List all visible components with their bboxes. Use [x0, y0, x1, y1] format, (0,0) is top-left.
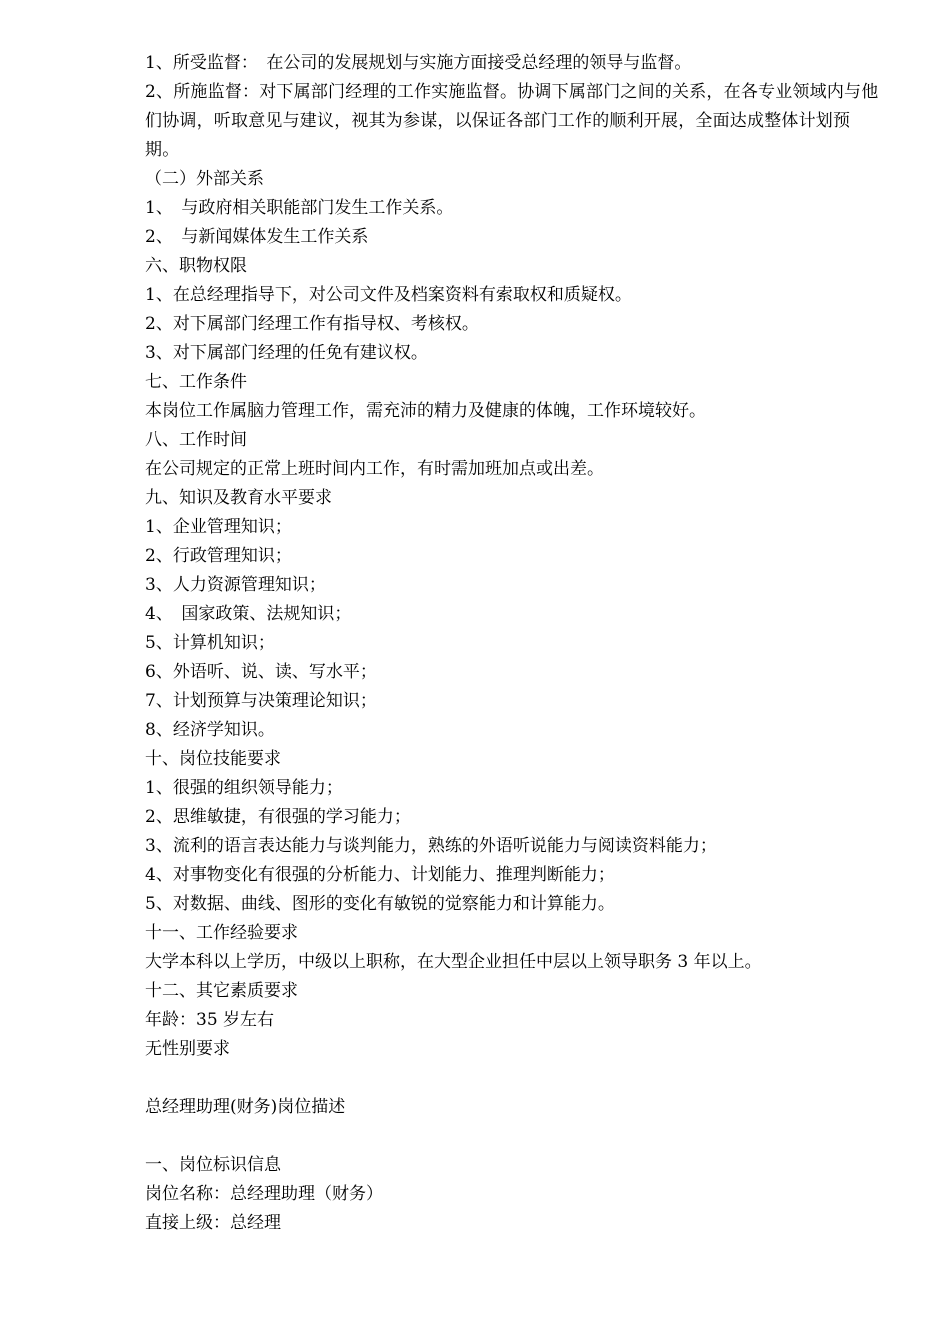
list-item-skill-1: 1、很强的组织领导能力； [145, 778, 343, 798]
text-line-direct-supervisor: 直接上级：总经理 [145, 1213, 281, 1233]
text-line-position-name: 岗位名称：总经理助理（财务） [145, 1184, 383, 1204]
text-line-working-hours: 在公司规定的正常上班时间内工作，有时需加班加点或出差。 [145, 459, 604, 479]
text-line-experience: 大学本科以上学历，中级以上职称，在大型企业担任中层以上领导职务 3 年以上。 [145, 952, 762, 972]
section-heading-knowledge: 九、知识及教育水平要求 [145, 488, 332, 508]
list-item-authority-2: 2、对下属部门经理工作有指导权、考核权。 [145, 314, 479, 334]
section-heading-experience: 十一、工作经验要求 [145, 923, 298, 943]
text-line-gender: 无性别要求 [145, 1039, 230, 1059]
section-heading-skills: 十、岗位技能要求 [145, 749, 281, 769]
list-item-knowledge-5: 5、计算机知识； [145, 633, 275, 653]
list-item-authority-1: 1、在总经理指导下，对公司文件及档案资料有索取权和质疑权。 [145, 285, 632, 305]
section-heading-external-relations: （二）外部关系 [145, 169, 264, 189]
document-page [145, 49, 880, 1238]
list-item-knowledge-4: 4、 国家政策、法规知识； [145, 604, 352, 624]
document-subtitle: 总经理助理(财务)岗位描述 [145, 1097, 346, 1117]
section-heading-other-qualities: 十二、其它素质要求 [145, 981, 298, 1001]
list-item-knowledge-3: 3、人力资源管理知识； [145, 575, 326, 595]
list-item-knowledge-7: 7、计划预算与决策理论知识； [145, 691, 377, 711]
text-line-working-conditions: 本岗位工作属脑力管理工作，需充沛的精力及健康的体魄，工作环境较好。 [145, 401, 706, 421]
blank-line [145, 1122, 880, 1151]
text-line-supervised-by: 1、所受监督： 在公司的发展规划与实施方面接受总经理的领导与监督。 [145, 53, 692, 73]
blank-line [145, 1064, 880, 1093]
text-line-government-relations: 1、 与政府相关职能部门发生工作关系。 [145, 198, 454, 218]
list-item-skill-2: 2、思维敏捷，有很强的学习能力； [145, 807, 411, 827]
list-item-knowledge-1: 1、企业管理知识； [145, 517, 292, 537]
list-item-skill-3: 3、流利的语言表达能力与谈判能力，熟练的外语听说能力与阅读资料能力； [145, 836, 717, 856]
list-item-knowledge-8: 8、经济学知识。 [145, 720, 275, 740]
text-line-media-relations: 2、 与新闻媒体发生工作关系 [145, 227, 369, 247]
text-line-age: 年龄：35 岁左右 [145, 1010, 275, 1030]
list-item-skill-5: 5、对数据、曲线、图形的变化有敏锐的觉察能力和计算能力。 [145, 894, 615, 914]
section-heading-working-conditions: 七、工作条件 [145, 372, 247, 392]
list-item-authority-3: 3、对下属部门经理的任免有建议权。 [145, 343, 428, 363]
text-paragraph-supervision-given: 2、所施监督：对下属部门经理的工作实施监督。协调下属部门之间的关系，在各专业领域内与他们协调，听取意见与建议，视其为参谋，以保证各部门工作的顺利开展，全面达成整体计划预期。 [145, 82, 879, 160]
list-item-knowledge-6: 6、外语听、说、读、写水平； [145, 662, 377, 682]
list-item-knowledge-2: 2、行政管理知识； [145, 546, 292, 566]
section-heading-authority: 六、职物权限 [145, 256, 247, 276]
list-item-skill-4: 4、对事物变化有很强的分析能力、计划能力、推理判断能力； [145, 865, 615, 885]
section-heading-working-hours: 八、工作时间 [145, 430, 247, 450]
section-heading-position-info: 一、岗位标识信息 [145, 1155, 281, 1175]
